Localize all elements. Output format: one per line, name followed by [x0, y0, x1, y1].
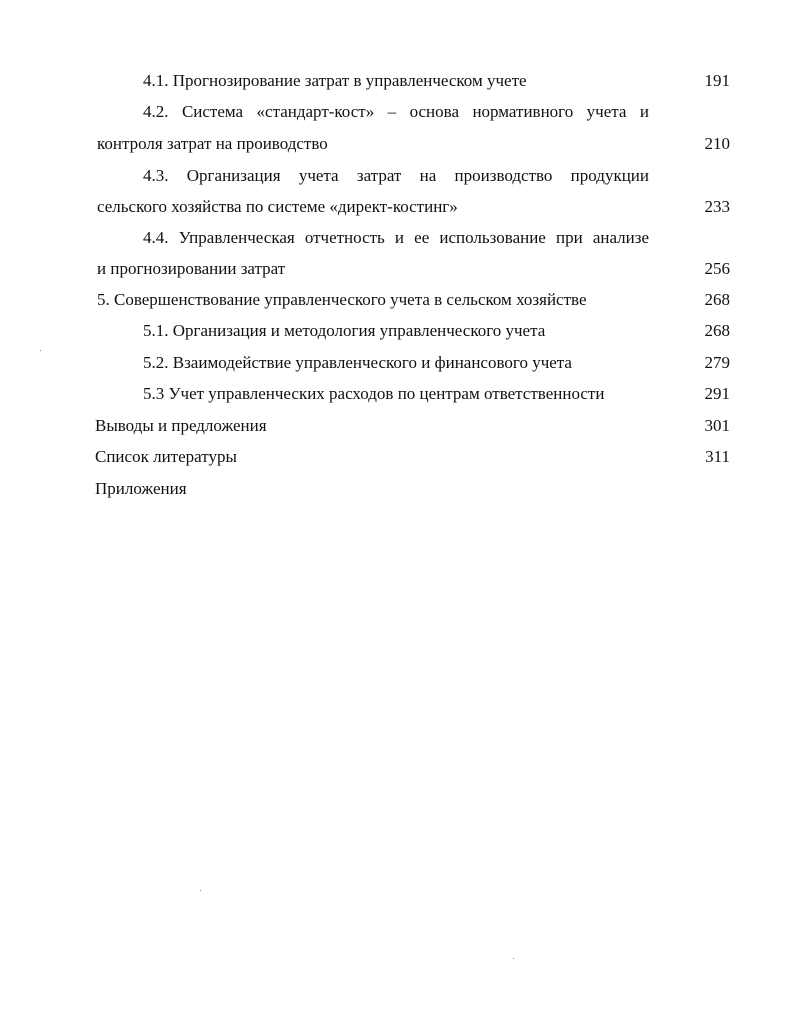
toc-page-5: 268 — [704, 290, 730, 309]
toc-page-conclusions: 301 — [704, 416, 730, 435]
toc-entry-4-3-line-1: 4.3. Организация учета затрат на производство продукции — [143, 166, 649, 185]
toc-page-5-3: 291 — [704, 384, 730, 403]
toc-entry-references: Список литературы — [95, 447, 237, 466]
toc-entry-4-4-line-1: 4.4. Управленческая отчетность и ее использование при анализе — [143, 228, 649, 247]
toc-entry-5-1: 5.1. Организация и методология управленческого учета — [143, 321, 546, 340]
toc-entry-4-4-line-2: и прогнозировании затрат — [97, 259, 286, 278]
toc-entry-5: 5. Совершенствование управленческого учета в сельском хозяйстве — [97, 290, 587, 309]
scan-speck — [200, 890, 201, 891]
toc-entry-5-2: 5.2. Взаимодействие управленческого и финансового учета — [143, 353, 572, 372]
toc-page-4-4: 256 — [704, 259, 730, 278]
toc-entry-5-3: 5.3 Учет управленческих расходов по центрам ответственности — [143, 384, 605, 403]
scan-speck — [513, 958, 514, 959]
toc-entry-conclusions: Выводы и предложения — [95, 416, 267, 435]
scan-speck — [40, 350, 41, 351]
toc-page-5-1: 268 — [704, 321, 730, 340]
toc-page-4-3: 233 — [704, 197, 730, 216]
toc-entry-appendices: Приложения — [95, 479, 187, 498]
toc-entry-4-2-line-2: контроля затрат на проиводство — [97, 134, 328, 153]
toc-entry-4-2-line-1: 4.2. Система «стандарт-кост» – основа нормативного учета и — [143, 102, 649, 121]
toc-page-4-2: 210 — [704, 134, 730, 153]
toc-entry-4-3-line-2: сельского хозяйства по системе «директ-костинг» — [97, 197, 458, 216]
toc-page-references: 311 — [705, 447, 730, 466]
toc-page-4-1: 191 — [704, 71, 730, 90]
toc-page-5-2: 279 — [704, 353, 730, 372]
toc-entry-4-1: 4.1. Прогнозирование затрат в управленческом учете — [143, 71, 527, 90]
